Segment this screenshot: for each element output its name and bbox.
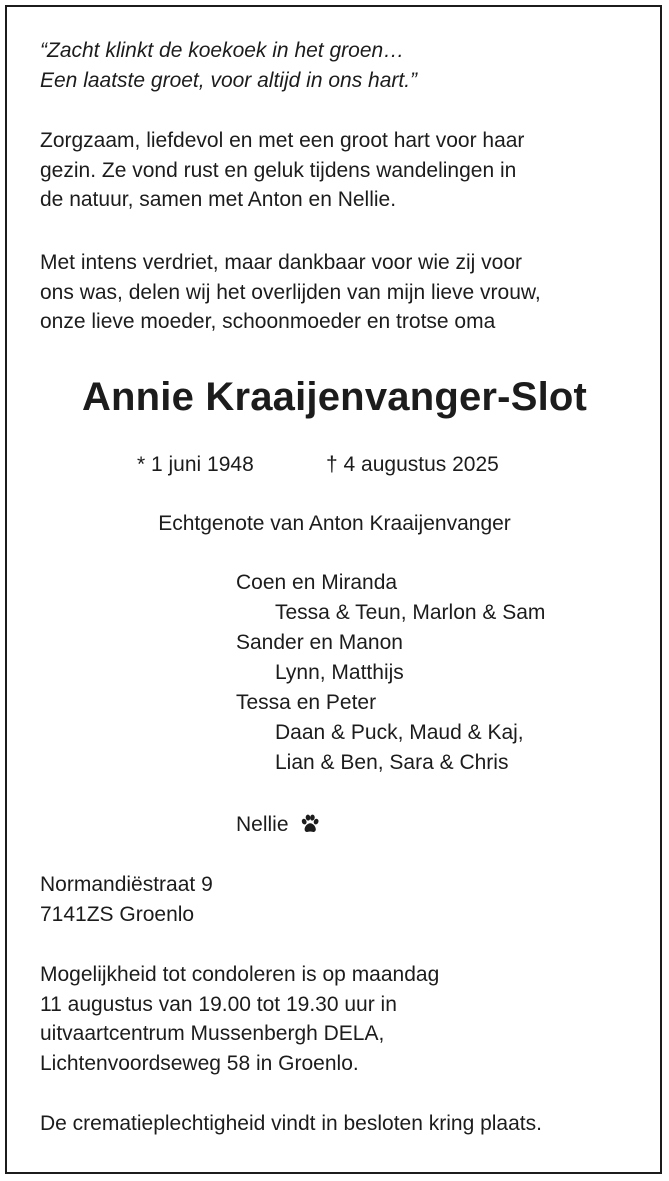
- intro-paragraph: [40, 126, 640, 215]
- intro-line: gezin. Ze vond rust en geluk tijdens wandelingen in: [40, 158, 517, 182]
- family-member-child: Lian & Ben, Sara & Chris: [275, 751, 509, 774]
- opening-quote: [40, 36, 640, 95]
- condolence-line: Mogelijkheid tot condoleren is op maandag: [40, 963, 440, 986]
- paw-print-icon: [300, 813, 320, 842]
- pet-name: Nellie: [236, 813, 289, 836]
- death-date: † 4 augustus 2025: [326, 453, 499, 476]
- announcement-line: onze lieve moeder, schoonmoeder en trotse oma: [40, 310, 496, 333]
- family-member-child: Lynn, Matthijs: [275, 661, 404, 684]
- family-member-child: Tessa & Teun, Marlon & Sam: [275, 601, 546, 624]
- announcement-line: Met intens verdriet, maar dankbaar voor wie zij voor: [40, 251, 523, 274]
- condolence-line: Lichtenvoordseweg 58 in Groenlo.: [40, 1051, 359, 1075]
- family-list: [236, 568, 545, 778]
- cremation-note: [40, 1109, 640, 1139]
- address-street: Normandiëstraat 9: [40, 873, 213, 896]
- family-member: Sander en Manon: [236, 631, 403, 654]
- announcement-paragraph: [40, 248, 640, 337]
- spouse-line: Echtgenote van Anton Kraaijenvanger: [158, 512, 511, 535]
- home-address: [40, 870, 640, 929]
- quote-line: Een laatste groet, voor altijd in ons hart.”: [40, 68, 418, 92]
- intro-line: Zorgzaam, liefdevol en met een groot hart voor haar: [40, 129, 525, 152]
- intro-line: de natuur, samen met Anton en Nellie.: [40, 188, 397, 211]
- condolence-info: [40, 960, 640, 1078]
- condolence-line: 11 augustus van 19.00 tot 19.30 uur in: [40, 992, 397, 1016]
- family-member: Coen en Miranda: [236, 571, 398, 594]
- pet-line: [236, 810, 320, 842]
- condolence-line: uitvaartcentrum Mussenbergh DELA,: [40, 1022, 385, 1045]
- family-member-child: Daan & Puck, Maud & Kaj,: [275, 721, 524, 744]
- announcement-line: ons was, delen wij het overlijden van mijn lieve vrouw,: [40, 280, 541, 304]
- address-city: 7141ZS Groenlo: [40, 902, 195, 926]
- birth-date: * 1 juni 1948: [137, 453, 254, 476]
- quote-line: “Zacht klinkt de koekoek in het groen…: [40, 39, 405, 62]
- deceased-name: Annie Kraaijenvanger-Slot: [81, 375, 588, 419]
- family-member: Tessa en Peter: [236, 691, 377, 714]
- cremation-line: De crematieplechtigheid vindt in besloten kring plaats.: [40, 1112, 542, 1135]
